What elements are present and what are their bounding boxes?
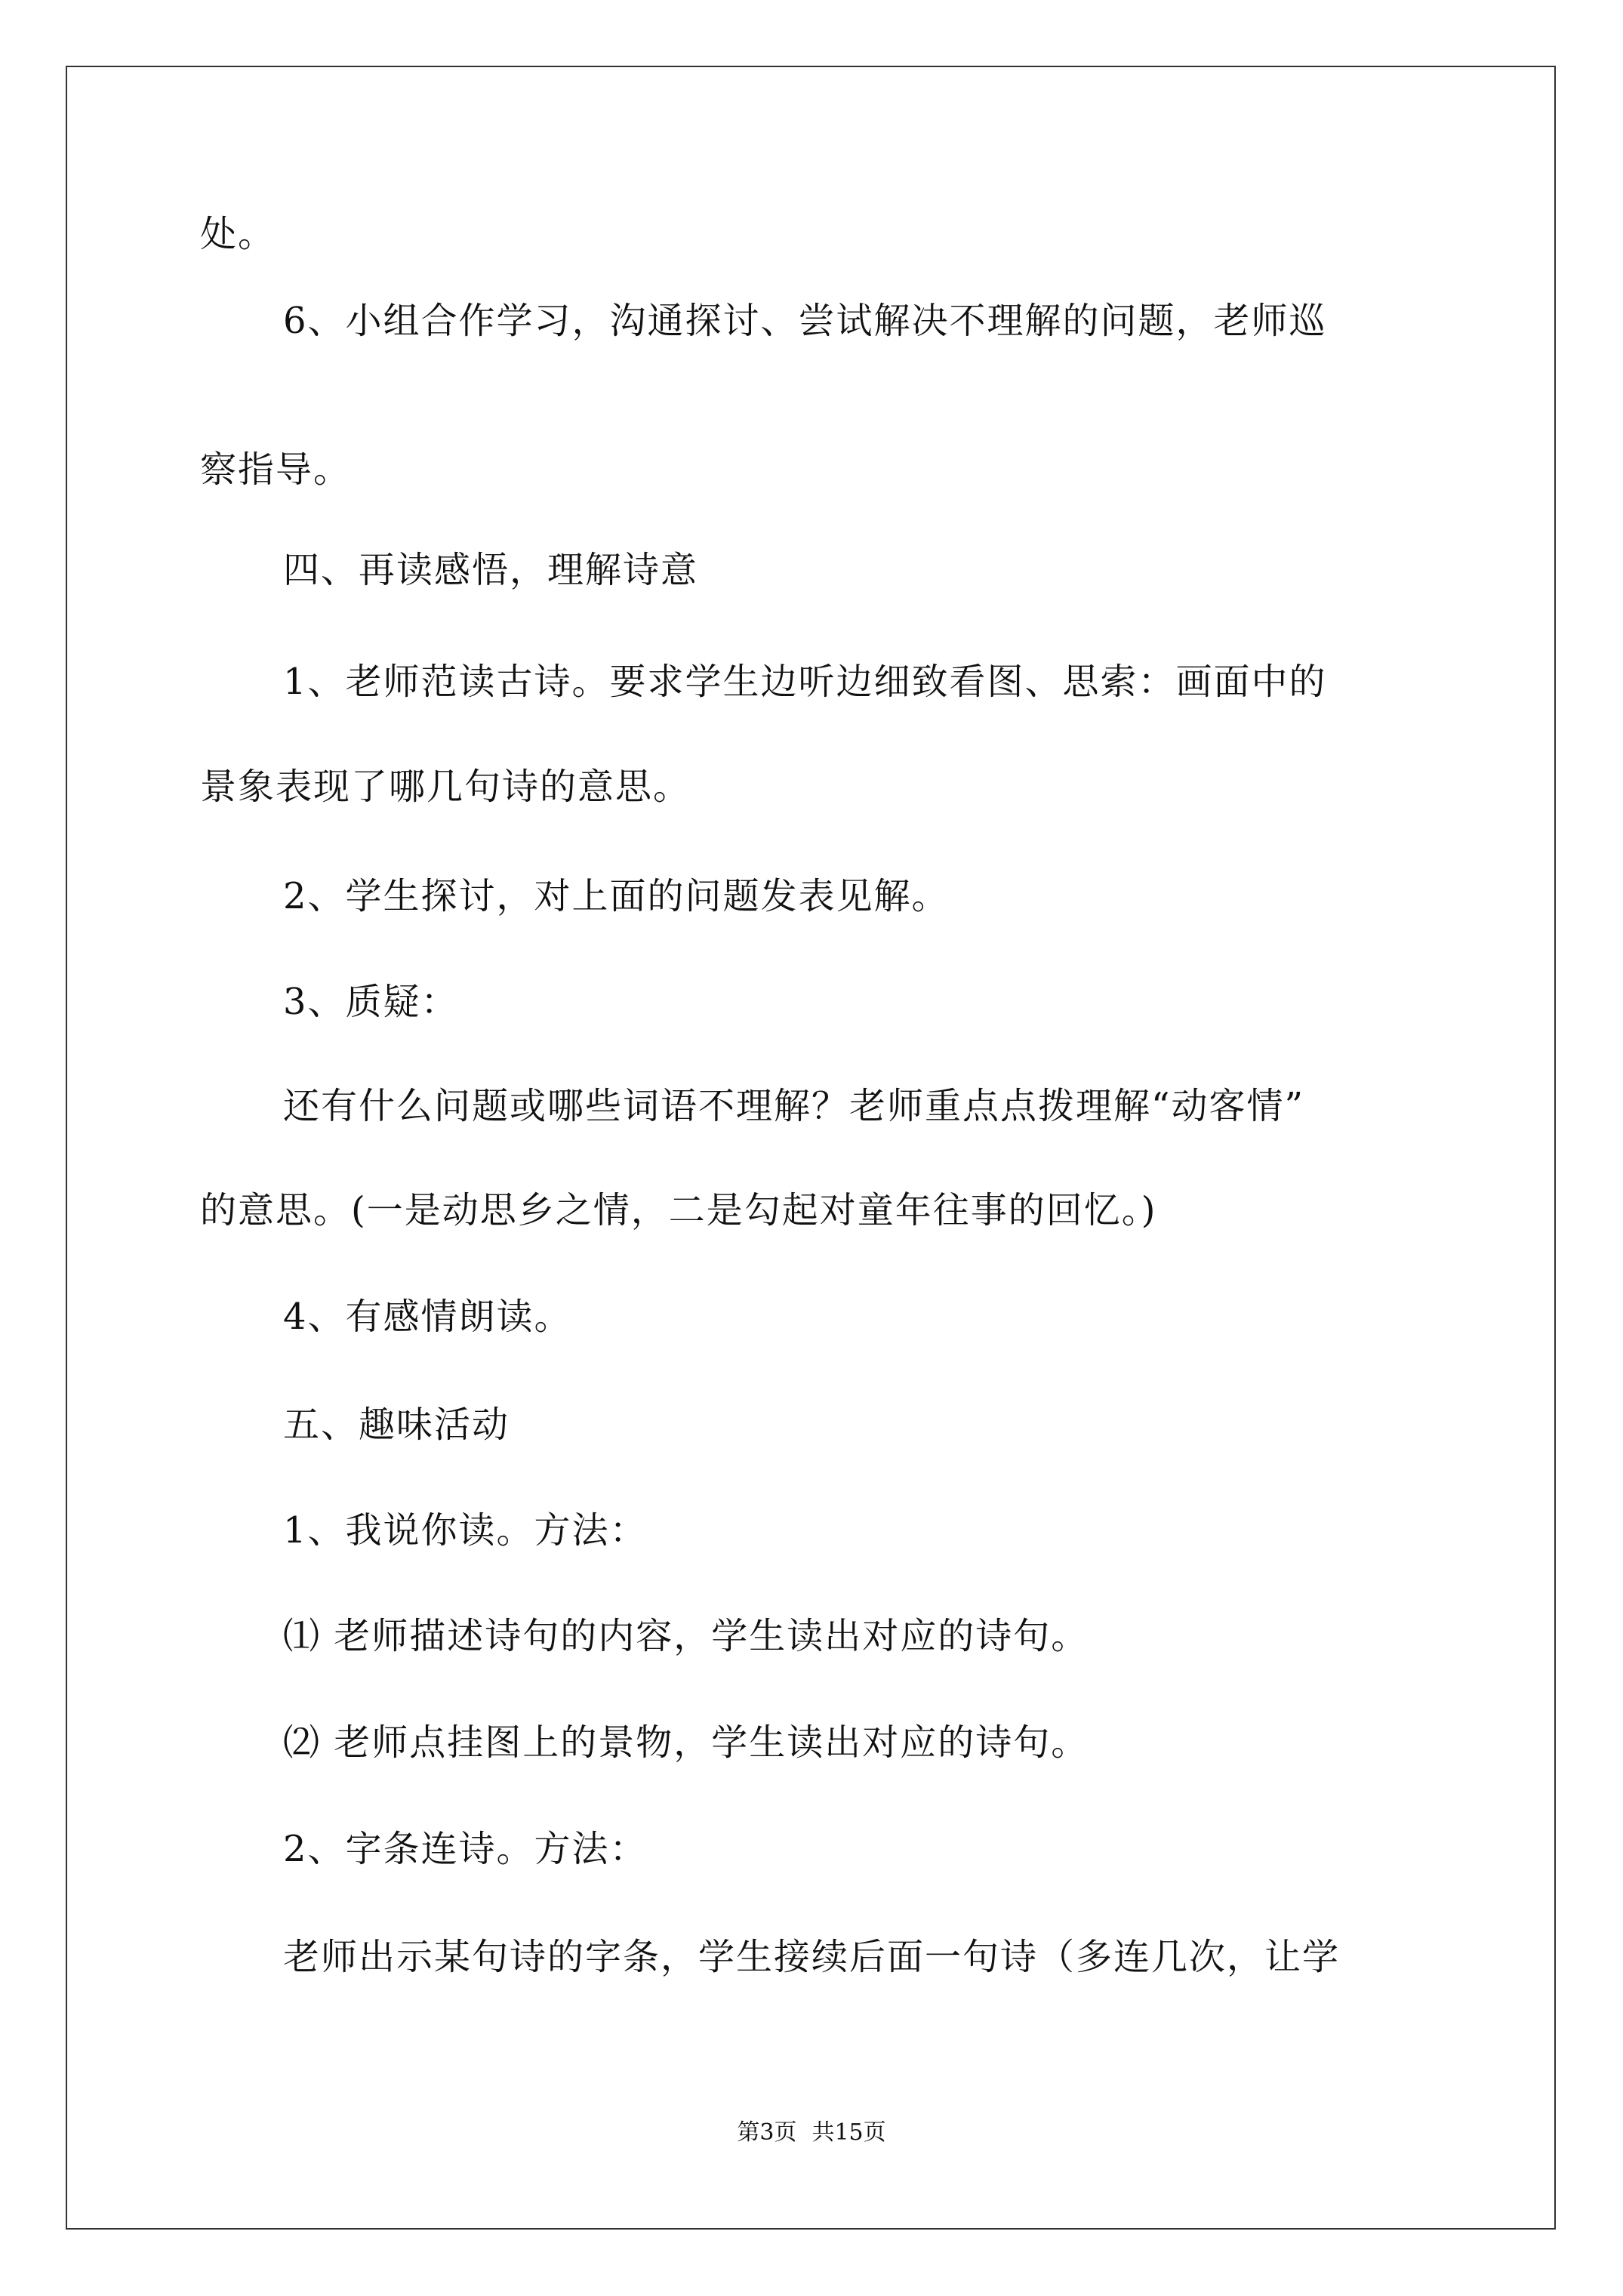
text-line: 1、我说你读。方法：: [283, 1509, 648, 1552]
text-line: 3、质疑：: [283, 981, 459, 1023]
page-footer: [0, 2118, 1623, 2148]
text-line: 处。: [200, 213, 276, 255]
text-line: ⑵ 老师点挂图上的景物，学生读出对应的诗句。: [283, 1721, 1089, 1764]
text-line: ⑴ 老师描述诗句的内容，学生读出对应的诗句。: [283, 1615, 1089, 1657]
text-line: 4、有感情朗读。: [283, 1296, 572, 1338]
text-line: 还有什么问题或哪些词语不理解？老师重点点拨理解“动客情”: [283, 1085, 1305, 1127]
section-heading: 四、再读感悟，理解诗意: [283, 549, 699, 591]
text-line: 1、老师范读古诗。要求学生边听边细致看图、思索：画面中的: [283, 661, 1327, 703]
page-number-current: 第3页: [737, 2119, 797, 2146]
text-line: 老师出示某句诗的字条，学生接续后面一句诗（多连几次，让学: [283, 1936, 1341, 1978]
text-line: 2、学生探讨，对上面的问题发表见解。: [283, 875, 950, 917]
text-line: 察指导。: [200, 448, 352, 491]
text-line: 2、字条连诗。方法：: [283, 1828, 648, 1870]
text-line: 的意思。(一是动思乡之情，二是勾起对童年往事的回忆。): [200, 1189, 1157, 1231]
section-heading: 五、趣味活动: [283, 1404, 510, 1446]
text-line: 6、小组合作学习，沟通探讨、尝试解决不理解的问题，老师巡: [283, 300, 1327, 342]
text-line: 景象表现了哪几句诗的意思。: [200, 766, 691, 808]
page-frame: [66, 66, 1556, 2230]
page-number-total: 共15页: [812, 2119, 886, 2146]
